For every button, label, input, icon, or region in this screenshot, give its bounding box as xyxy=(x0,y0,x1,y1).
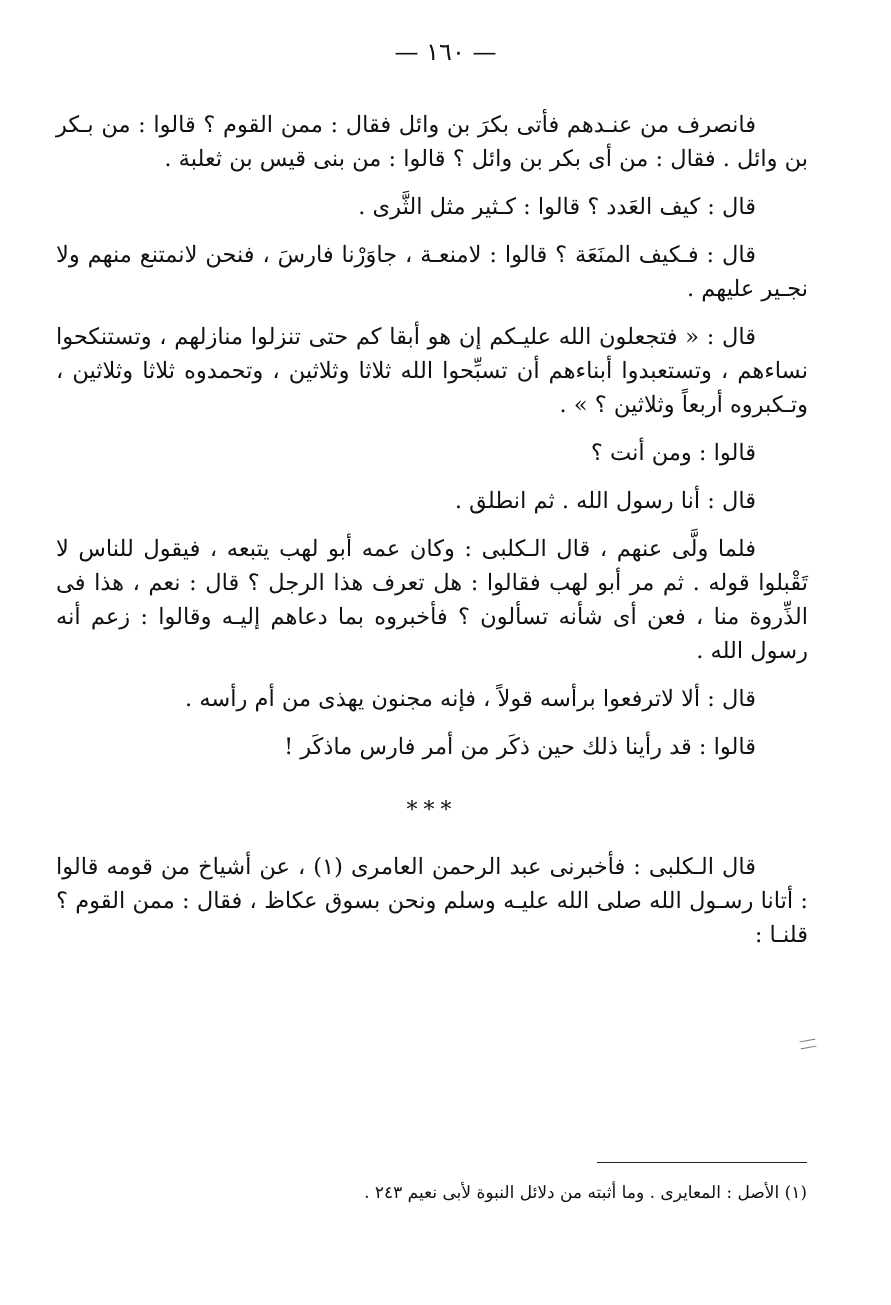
margin-mark xyxy=(799,1039,816,1050)
footnote-divider xyxy=(597,1162,807,1163)
paragraph-4: قال : « فتجعلون الله عليـكم إن هو أبقا كم حتى تنزلوا منازلهم ، وتستنكحوا نساءهم ، وتستعبدوا أبناءهم أن تسبِّحوا الله ثلاثا وثلاثين ، وتحمدوه ثلاثا وثلاثين ، وتـكبروه أربعاً وثلاثين ؟ » . xyxy=(56,324,808,418)
paragraph-3: قال : فـكيف المنَعَة ؟ قالوا : لامنعـة ، جاوَرْنا فارسَ ، فنحن لانمتنع منهم ولا نجـير عليهم . xyxy=(56,242,808,302)
closing-paragraph: قال الـكلبى : فأخبرنى عبد الرحمن العامرى (١) ، عن أشياخ من قومه قالوا : أتانا رسـول الله صلى الله عليـه وسلم ونحن بسوق عكاظ ، فقال : ممن القوم ؟ قلنـا : xyxy=(56,854,808,948)
paragraph-9: قالوا : قد رأينا ذلك حين ذكَر من أمر فارس ماذكَر ! xyxy=(284,734,756,760)
section-separator: *** xyxy=(406,798,458,823)
main-text xyxy=(56,108,808,966)
paragraph-6: قال : أنا رسول الله . ثم انطلق . xyxy=(454,488,756,514)
page-number: — ١٦٠ — xyxy=(394,38,497,66)
paragraph-2: قال : كيف العَدد ؟ قالوا : كـثير مثل الثَّرى . xyxy=(358,194,756,220)
paragraph-5: قالوا : ومن أنت ؟ xyxy=(590,440,756,466)
paragraph-8: قال : ألا لاترفعوا برأسه قولاً ، فإنه مجنون يهذى من أم رأسه . xyxy=(185,686,756,712)
footnote: (١) الأصل : المعايرى . وما أثبته من دلائل النبوة لأبى نعيم ٢٤٣ . xyxy=(364,1183,807,1203)
paragraph-7: فلما ولَّى عنهم ، قال الـكلبى : وكان عمه أبو لهب يتبعه ، فيقول للناس لا تَقْبلوا قوله . ثم مر أبو لهب فقالوا : هل تعرف هذا الرجل ؟ قال : نعم ، هذا فى الذِّروة منا ، فعن أى شأنه تسألون ؟ فأخبروه بما دعاهم إليـه وقالوا : زعم أنه رسول الله . xyxy=(56,536,808,664)
paragraph-1: فانصرف من عنـدهم فأتى بكرَ بن وائل فقال : ممن القوم ؟ قالوا : من بـكر بن وائل . فقال : من أى بكر بن وائل ؟ قالوا : من بنى قيس بن ثعلبة . xyxy=(56,112,808,172)
